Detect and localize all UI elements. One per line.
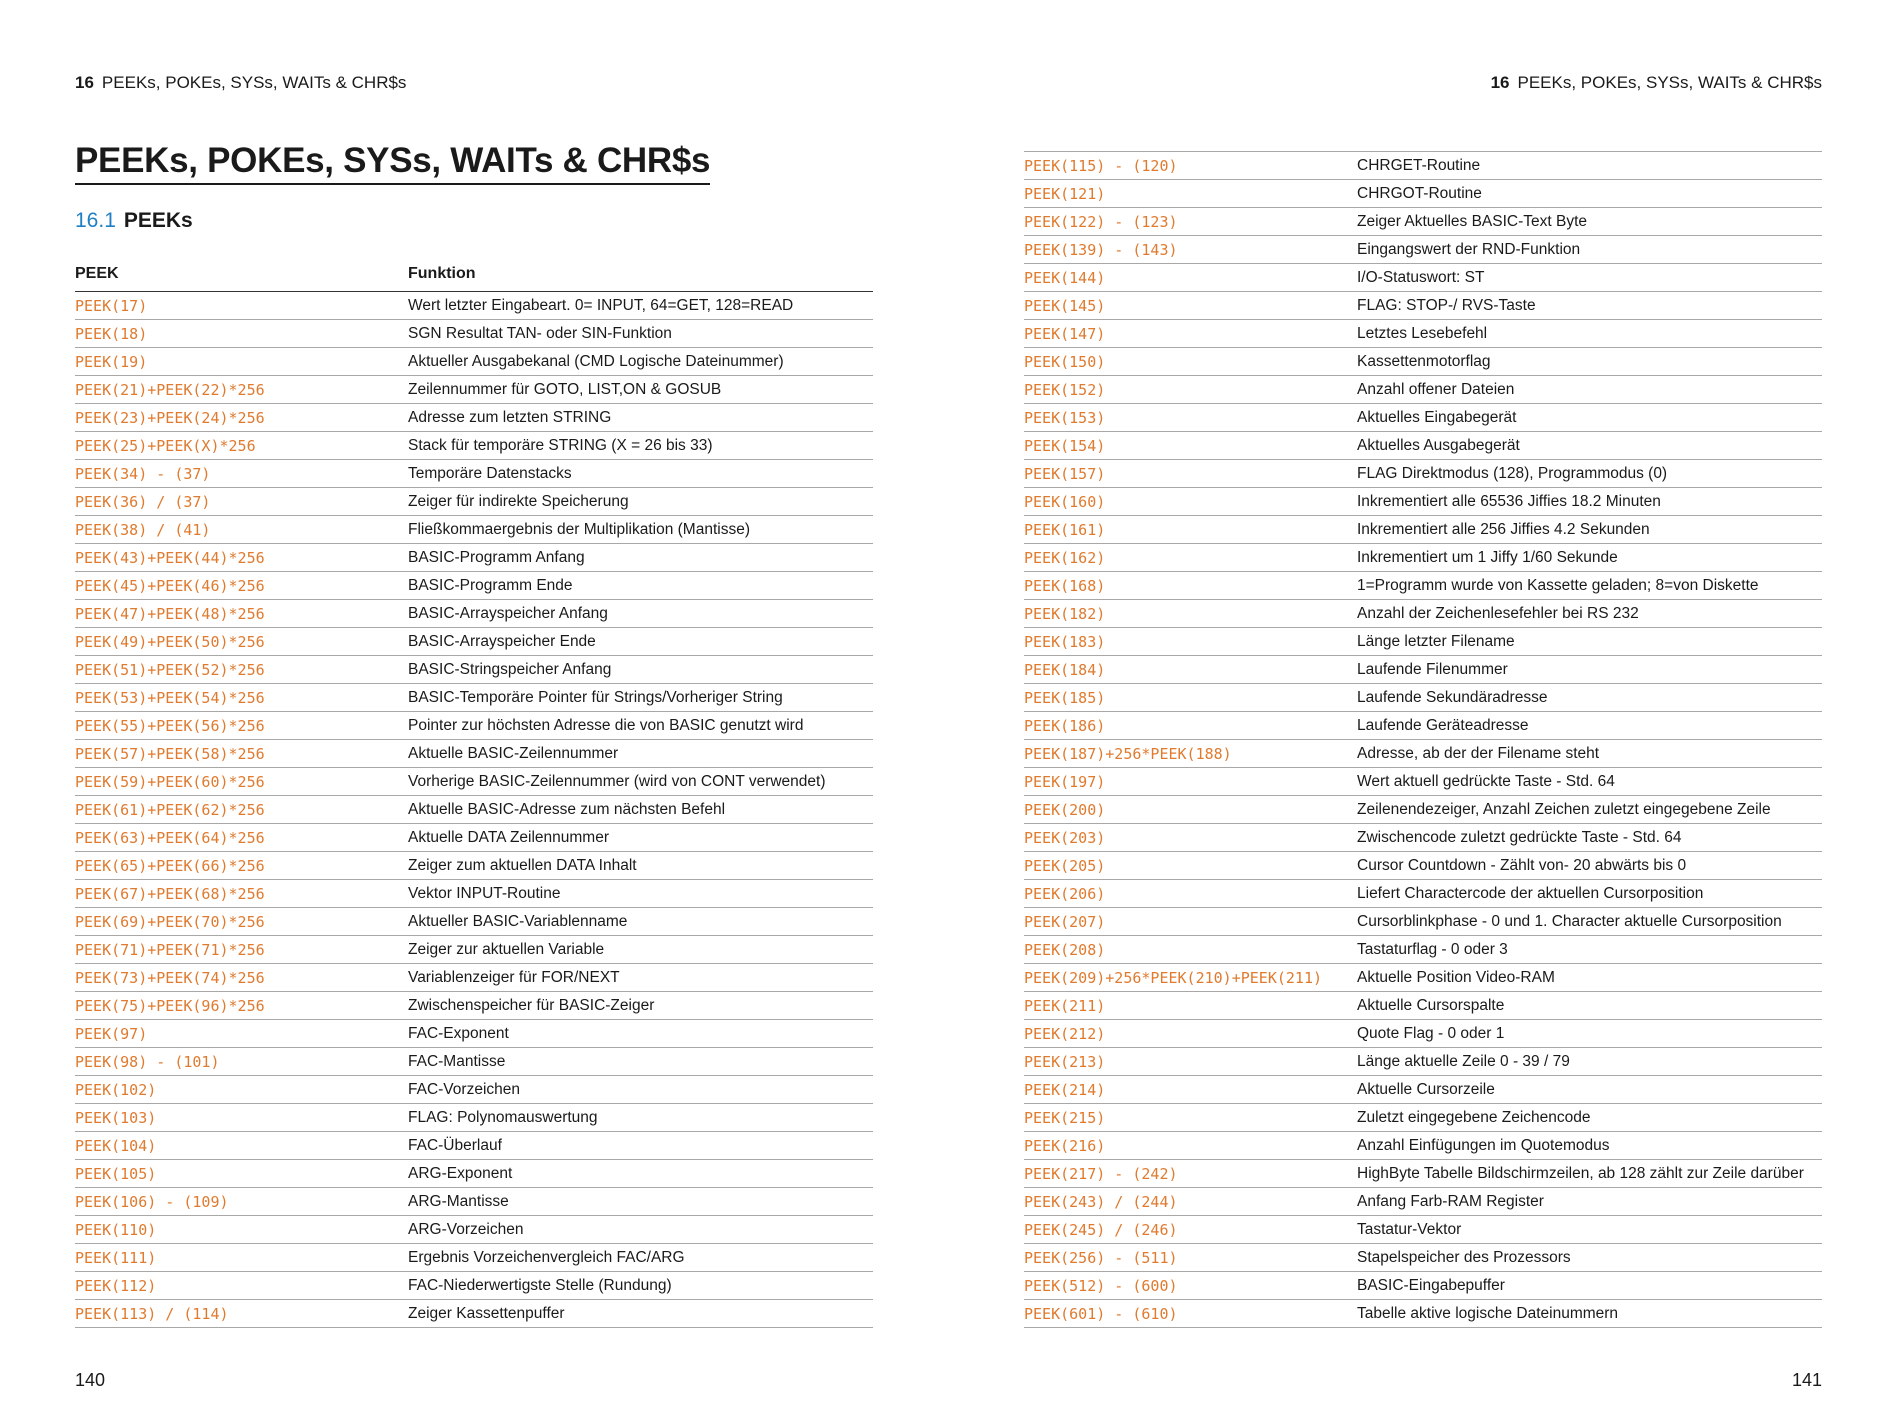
- peek-address: PEEK(104): [75, 1132, 408, 1160]
- function-description: Ergebnis Vorzeichenvergleich FAC/ARG: [408, 1244, 873, 1272]
- function-description: Anzahl der Zeichenlesefehler bei RS 232: [1357, 600, 1822, 628]
- running-head-chapter-number: 16: [1490, 73, 1510, 92]
- function-description: Zeiger Aktuelles BASIC-Text Byte: [1357, 208, 1822, 236]
- peek-address: PEEK(102): [75, 1076, 408, 1104]
- table-row: [1024, 1132, 1822, 1160]
- function-description: BASIC-Programm Anfang: [408, 544, 873, 572]
- column-header-peek: PEEK: [75, 257, 408, 292]
- peek-address: PEEK(205): [1024, 852, 1357, 880]
- peek-address: PEEK(57)+PEEK(58)*256: [75, 740, 408, 768]
- table-row: [1024, 768, 1822, 796]
- peek-address: PEEK(185): [1024, 684, 1357, 712]
- section-number: 16.1: [75, 209, 116, 232]
- function-description: Aktuelle DATA Zeilennummer: [408, 824, 873, 852]
- function-description: Aktueller Ausgabekanal (CMD Logische Dateinummer): [408, 348, 873, 376]
- function-description: Adresse zum letzten STRING: [408, 404, 873, 432]
- table-row: [75, 292, 873, 320]
- peek-address: PEEK(211): [1024, 992, 1357, 1020]
- peek-address: PEEK(209)+256*PEEK(210)+PEEK(211): [1024, 964, 1357, 992]
- table-row: [75, 908, 873, 936]
- running-head-title: PEEKs, POKEs, SYSs, WAITs & CHR$s: [1517, 73, 1822, 92]
- table-row: [1024, 796, 1822, 824]
- table-row: [1024, 712, 1822, 740]
- table-row: [75, 1216, 873, 1244]
- peek-address: PEEK(71)+PEEK(71)*256: [75, 936, 408, 964]
- peek-address: PEEK(105): [75, 1160, 408, 1188]
- peek-address: PEEK(161): [1024, 516, 1357, 544]
- function-description: CHRGET-Routine: [1357, 152, 1822, 180]
- function-description: Zwischenspeicher für BASIC-Zeiger: [408, 992, 873, 1020]
- peek-address: PEEK(216): [1024, 1132, 1357, 1160]
- table-row: [75, 656, 873, 684]
- table-row: [75, 1104, 873, 1132]
- function-description: Fließkommaergebnis der Multiplikation (Mantisse): [408, 516, 873, 544]
- table-row: [1024, 180, 1822, 208]
- running-head-chapter-number: 16: [75, 73, 94, 92]
- peek-address: PEEK(245) / (246): [1024, 1216, 1357, 1244]
- peek-address: PEEK(61)+PEEK(62)*256: [75, 796, 408, 824]
- table-row: [1024, 432, 1822, 460]
- table-row: [75, 376, 873, 404]
- table-row: [75, 488, 873, 516]
- table-row: [1024, 1300, 1822, 1328]
- function-description: Tastaturflag - 0 oder 3: [1357, 936, 1822, 964]
- function-description: Laufende Geräteadresse: [1357, 712, 1822, 740]
- function-description: Länge letzter Filename: [1357, 628, 1822, 656]
- table-row: [1024, 656, 1822, 684]
- table-row: [75, 936, 873, 964]
- function-description: FLAG: Polynomauswertung: [408, 1104, 873, 1132]
- table-row: [1024, 992, 1822, 1020]
- page-number-right: 141: [1791, 1370, 1822, 1390]
- function-description: Aktuelles Eingabegerät: [1357, 404, 1822, 432]
- peek-address: PEEK(213): [1024, 1048, 1357, 1076]
- table-header-row: [75, 257, 873, 292]
- function-description: BASIC-Arrayspeicher Anfang: [408, 600, 873, 628]
- function-description: Zeilenendezeiger, Anzahl Zeichen zuletzt eingegebene Zeile: [1357, 796, 1822, 824]
- function-description: ARG-Vorzeichen: [408, 1216, 873, 1244]
- peek-address: PEEK(112): [75, 1272, 408, 1300]
- table-row: [75, 572, 873, 600]
- peek-address: PEEK(17): [75, 292, 408, 320]
- function-description: Anzahl offener Dateien: [1357, 376, 1822, 404]
- table-row: [1024, 1020, 1822, 1048]
- section-title-text: PEEKs: [123, 209, 193, 232]
- peek-address: PEEK(34) - (37): [75, 460, 408, 488]
- function-description: Pointer zur höchsten Adresse die von BASIC genutzt wird: [408, 712, 873, 740]
- table-row: [75, 432, 873, 460]
- peek-address: PEEK(43)+PEEK(44)*256: [75, 544, 408, 572]
- table-row: [1024, 572, 1822, 600]
- function-description: CHRGOT-Routine: [1357, 180, 1822, 208]
- table-row: [75, 404, 873, 432]
- table-row: [1024, 1104, 1822, 1132]
- function-description: ARG-Mantisse: [408, 1188, 873, 1216]
- peek-address: PEEK(53)+PEEK(54)*256: [75, 684, 408, 712]
- peek-address: PEEK(154): [1024, 432, 1357, 460]
- function-description: BASIC-Stringspeicher Anfang: [408, 656, 873, 684]
- table-row: [75, 1132, 873, 1160]
- peek-address: PEEK(160): [1024, 488, 1357, 516]
- peek-address: PEEK(67)+PEEK(68)*256: [75, 880, 408, 908]
- function-description: Inkrementiert alle 65536 Jiffies 18.2 Minuten: [1357, 488, 1822, 516]
- peek-address: PEEK(157): [1024, 460, 1357, 488]
- table-row: [75, 684, 873, 712]
- function-description: Anfang Farb-RAM Register: [1357, 1188, 1822, 1216]
- table-row: [75, 320, 873, 348]
- page-number-left: 140: [75, 1370, 106, 1390]
- table-row: [1024, 824, 1822, 852]
- peek-address: PEEK(111): [75, 1244, 408, 1272]
- function-description: Zeiger Kassettenpuffer: [408, 1300, 873, 1328]
- function-description: FLAG Direktmodus (128), Programmodus (0): [1357, 460, 1822, 488]
- peek-address: PEEK(144): [1024, 264, 1357, 292]
- peek-address: PEEK(152): [1024, 376, 1357, 404]
- table-row: [1024, 1048, 1822, 1076]
- peek-address: PEEK(208): [1024, 936, 1357, 964]
- function-description: Tastatur-Vektor: [1357, 1216, 1822, 1244]
- function-description: Vorherige BASIC-Zeilennummer (wird von CONT verwendet): [408, 768, 873, 796]
- table-row: [1024, 544, 1822, 572]
- table-row: [75, 1020, 873, 1048]
- peek-address: PEEK(187)+256*PEEK(188): [1024, 740, 1357, 768]
- function-description: Wert aktuell gedrückte Taste - Std. 64: [1357, 768, 1822, 796]
- function-description: Aktuelle BASIC-Adresse zum nächsten Befehl: [408, 796, 873, 824]
- peek-address: PEEK(69)+PEEK(70)*256: [75, 908, 408, 936]
- peek-address: PEEK(55)+PEEK(56)*256: [75, 712, 408, 740]
- function-description: Tabelle aktive logische Dateinummern: [1357, 1300, 1822, 1328]
- table-row: [1024, 404, 1822, 432]
- peek-address: PEEK(36) / (37): [75, 488, 408, 516]
- table-row: [1024, 1216, 1822, 1244]
- running-head-left: [75, 73, 406, 93]
- table-row: [75, 992, 873, 1020]
- peek-address: PEEK(45)+PEEK(46)*256: [75, 572, 408, 600]
- table-row: [75, 824, 873, 852]
- function-description: ARG-Exponent: [408, 1160, 873, 1188]
- table-row: [1024, 152, 1822, 180]
- peek-address: PEEK(59)+PEEK(60)*256: [75, 768, 408, 796]
- function-description: Zwischencode zuletzt gedrückte Taste - Std. 64: [1357, 824, 1822, 852]
- peek-address: PEEK(153): [1024, 404, 1357, 432]
- function-description: Temporäre Datenstacks: [408, 460, 873, 488]
- peek-address: PEEK(98) - (101): [75, 1048, 408, 1076]
- table-row: [75, 1300, 873, 1328]
- function-description: FAC-Niederwertigste Stelle (Rundung): [408, 1272, 873, 1300]
- peek-address: PEEK(184): [1024, 656, 1357, 684]
- function-description: Kassettenmotorflag: [1357, 348, 1822, 376]
- table-row: [1024, 908, 1822, 936]
- peek-address: PEEK(106) - (109): [75, 1188, 408, 1216]
- peek-address: PEEK(212): [1024, 1020, 1357, 1048]
- peek-address: PEEK(75)+PEEK(96)*256: [75, 992, 408, 1020]
- table-row: [75, 1160, 873, 1188]
- peek-address: PEEK(51)+PEEK(52)*256: [75, 656, 408, 684]
- function-description: BASIC-Arrayspeicher Ende: [408, 628, 873, 656]
- function-description: Anzahl Einfügungen im Quotemodus: [1357, 1132, 1822, 1160]
- peek-address: PEEK(122) - (123): [1024, 208, 1357, 236]
- column-header-funktion: Funktion: [408, 257, 873, 292]
- function-description: Cursor Countdown - Zählt von- 20 abwärts bis 0: [1357, 852, 1822, 880]
- table-row: [1024, 348, 1822, 376]
- function-description: SGN Resultat TAN- oder SIN-Funktion: [408, 320, 873, 348]
- function-description: BASIC-Temporäre Pointer für Strings/Vorheriger String: [408, 684, 873, 712]
- table-row: [1024, 460, 1822, 488]
- peek-address: PEEK(186): [1024, 712, 1357, 740]
- peek-address: PEEK(147): [1024, 320, 1357, 348]
- function-description: Zuletzt eingegebene Zeichencode: [1357, 1104, 1822, 1132]
- function-description: HighByte Tabelle Bildschirmzeilen, ab 128 zählt zur Zeile darüber: [1357, 1160, 1822, 1188]
- function-description: Laufende Sekundäradresse: [1357, 684, 1822, 712]
- function-description: BASIC-Eingabepuffer: [1357, 1272, 1822, 1300]
- table-row: [1024, 264, 1822, 292]
- function-description: Aktueller BASIC-Variablenname: [408, 908, 873, 936]
- function-description: Stack für temporäre STRING (X = 26 bis 33): [408, 432, 873, 460]
- peek-address: PEEK(21)+PEEK(22)*256: [75, 376, 408, 404]
- function-description: Aktuelle Cursorzeile: [1357, 1076, 1822, 1104]
- peek-address: PEEK(47)+PEEK(48)*256: [75, 600, 408, 628]
- table-row: [1024, 516, 1822, 544]
- peek-address: PEEK(23)+PEEK(24)*256: [75, 404, 408, 432]
- peek-address: PEEK(512) - (600): [1024, 1272, 1357, 1300]
- function-description: FAC-Vorzeichen: [408, 1076, 873, 1104]
- table-row: [75, 1048, 873, 1076]
- table-row: [75, 852, 873, 880]
- peek-address: PEEK(145): [1024, 292, 1357, 320]
- function-description: Cursorblinkphase - 0 und 1. Character aktuelle Cursorposition: [1357, 908, 1822, 936]
- table-row: [75, 516, 873, 544]
- peek-address: PEEK(182): [1024, 600, 1357, 628]
- table-row: [1024, 880, 1822, 908]
- function-description: BASIC-Programm Ende: [408, 572, 873, 600]
- table-row: [1024, 684, 1822, 712]
- table-row: [75, 460, 873, 488]
- function-description: I/O-Statuswort: ST: [1357, 264, 1822, 292]
- function-description: Adresse, ab der der Filename steht: [1357, 740, 1822, 768]
- table-row: [1024, 1160, 1822, 1188]
- chapter-title: PEEKs, POKEs, SYSs, WAITs & CHR$s: [75, 140, 710, 185]
- peek-address: PEEK(601) - (610): [1024, 1300, 1357, 1328]
- function-description: FAC-Überlauf: [408, 1132, 873, 1160]
- peek-address: PEEK(197): [1024, 768, 1357, 796]
- function-description: Zeiger zum aktuellen DATA Inhalt: [408, 852, 873, 880]
- table-row: [1024, 292, 1822, 320]
- peek-address: PEEK(215): [1024, 1104, 1357, 1132]
- function-description: Länge aktuelle Zeile 0 - 39 / 79: [1357, 1048, 1822, 1076]
- function-description: FAC-Exponent: [408, 1020, 873, 1048]
- function-description: Aktuelle Cursorspalte: [1357, 992, 1822, 1020]
- table-row: [1024, 964, 1822, 992]
- table-row: [1024, 600, 1822, 628]
- function-description: Zeiger zur aktuellen Variable: [408, 936, 873, 964]
- right-page: [945, 0, 1890, 1418]
- table-row: [75, 712, 873, 740]
- peek-address: PEEK(203): [1024, 824, 1357, 852]
- running-head-right: [1491, 73, 1822, 93]
- function-description: Letztes Lesebefehl: [1357, 320, 1822, 348]
- table-row: [1024, 1076, 1822, 1104]
- table-row: [75, 348, 873, 376]
- table-row: [1024, 740, 1822, 768]
- function-description: Stapelspeicher des Prozessors: [1357, 1244, 1822, 1272]
- table-row: [1024, 208, 1822, 236]
- table-row: [75, 600, 873, 628]
- peek-address: PEEK(19): [75, 348, 408, 376]
- table-row: [75, 880, 873, 908]
- function-description: Variablenzeiger für FOR/NEXT: [408, 964, 873, 992]
- table-row: [1024, 1244, 1822, 1272]
- table-row: [1024, 236, 1822, 264]
- table-row: [1024, 1272, 1822, 1300]
- function-description: Zeilennummer für GOTO, LIST,ON & GOSUB: [408, 376, 873, 404]
- function-description: FLAG: STOP-/ RVS-Taste: [1357, 292, 1822, 320]
- table-row: [75, 628, 873, 656]
- table-row: [1024, 628, 1822, 656]
- table-row: [75, 1076, 873, 1104]
- peek-address: PEEK(206): [1024, 880, 1357, 908]
- function-description: Quote Flag - 0 oder 1: [1357, 1020, 1822, 1048]
- peek-table-right: [1024, 151, 1822, 1328]
- peek-address: PEEK(25)+PEEK(X)*256: [75, 432, 408, 460]
- peek-address: PEEK(73)+PEEK(74)*256: [75, 964, 408, 992]
- peek-address: PEEK(97): [75, 1020, 408, 1048]
- function-description: 1=Programm wurde von Kassette geladen; 8=von Diskette: [1357, 572, 1822, 600]
- table-row: [75, 1188, 873, 1216]
- function-description: Inkrementiert alle 256 Jiffies 4.2 Sekunden: [1357, 516, 1822, 544]
- function-description: Inkrementiert um 1 Jiffy 1/60 Sekunde: [1357, 544, 1822, 572]
- function-description: Aktuelle BASIC-Zeilennummer: [408, 740, 873, 768]
- peek-address: PEEK(183): [1024, 628, 1357, 656]
- peek-address: PEEK(49)+PEEK(50)*256: [75, 628, 408, 656]
- function-description: Liefert Charactercode der aktuellen Cursorposition: [1357, 880, 1822, 908]
- table-row: [1024, 376, 1822, 404]
- peek-address: PEEK(150): [1024, 348, 1357, 376]
- function-description: Laufende Filenummer: [1357, 656, 1822, 684]
- table-row: [75, 1272, 873, 1300]
- peek-address: PEEK(18): [75, 320, 408, 348]
- section-title: [75, 208, 193, 234]
- peek-address: PEEK(256) - (511): [1024, 1244, 1357, 1272]
- table-row: [1024, 936, 1822, 964]
- peek-address: PEEK(168): [1024, 572, 1357, 600]
- peek-table-left: [75, 257, 873, 1328]
- table-row: [75, 768, 873, 796]
- peek-address: PEEK(243) / (244): [1024, 1188, 1357, 1216]
- peek-address: PEEK(113) / (114): [75, 1300, 408, 1328]
- peek-address: PEEK(121): [1024, 180, 1357, 208]
- function-description: Eingangswert der RND-Funktion: [1357, 236, 1822, 264]
- peek-address: PEEK(200): [1024, 796, 1357, 824]
- function-description: Aktuelles Ausgabegerät: [1357, 432, 1822, 460]
- function-description: Wert letzter Eingabeart. 0= INPUT, 64=GET, 128=READ: [408, 292, 873, 320]
- function-description: Zeiger für indirekte Speicherung: [408, 488, 873, 516]
- peek-address: PEEK(139) - (143): [1024, 236, 1357, 264]
- peek-address: PEEK(207): [1024, 908, 1357, 936]
- peek-address: PEEK(214): [1024, 1076, 1357, 1104]
- table-row: [75, 964, 873, 992]
- peek-address: PEEK(217) - (242): [1024, 1160, 1357, 1188]
- peek-address: PEEK(103): [75, 1104, 408, 1132]
- table-row: [75, 1244, 873, 1272]
- peek-address: PEEK(65)+PEEK(66)*256: [75, 852, 408, 880]
- table-row: [1024, 1188, 1822, 1216]
- peek-address: PEEK(110): [75, 1216, 408, 1244]
- peek-address: PEEK(38) / (41): [75, 516, 408, 544]
- table-row: [1024, 320, 1822, 348]
- peek-address: PEEK(63)+PEEK(64)*256: [75, 824, 408, 852]
- peek-address: PEEK(162): [1024, 544, 1357, 572]
- function-description: Aktuelle Position Video-RAM: [1357, 964, 1822, 992]
- table-row: [75, 740, 873, 768]
- peek-address: PEEK(115) - (120): [1024, 152, 1357, 180]
- function-description: Vektor INPUT-Routine: [408, 880, 873, 908]
- function-description: FAC-Mantisse: [408, 1048, 873, 1076]
- table-row: [75, 796, 873, 824]
- table-row: [75, 544, 873, 572]
- running-head-title: PEEKs, POKEs, SYSs, WAITs & CHR$s: [101, 73, 407, 92]
- table-row: [1024, 488, 1822, 516]
- table-row: [1024, 852, 1822, 880]
